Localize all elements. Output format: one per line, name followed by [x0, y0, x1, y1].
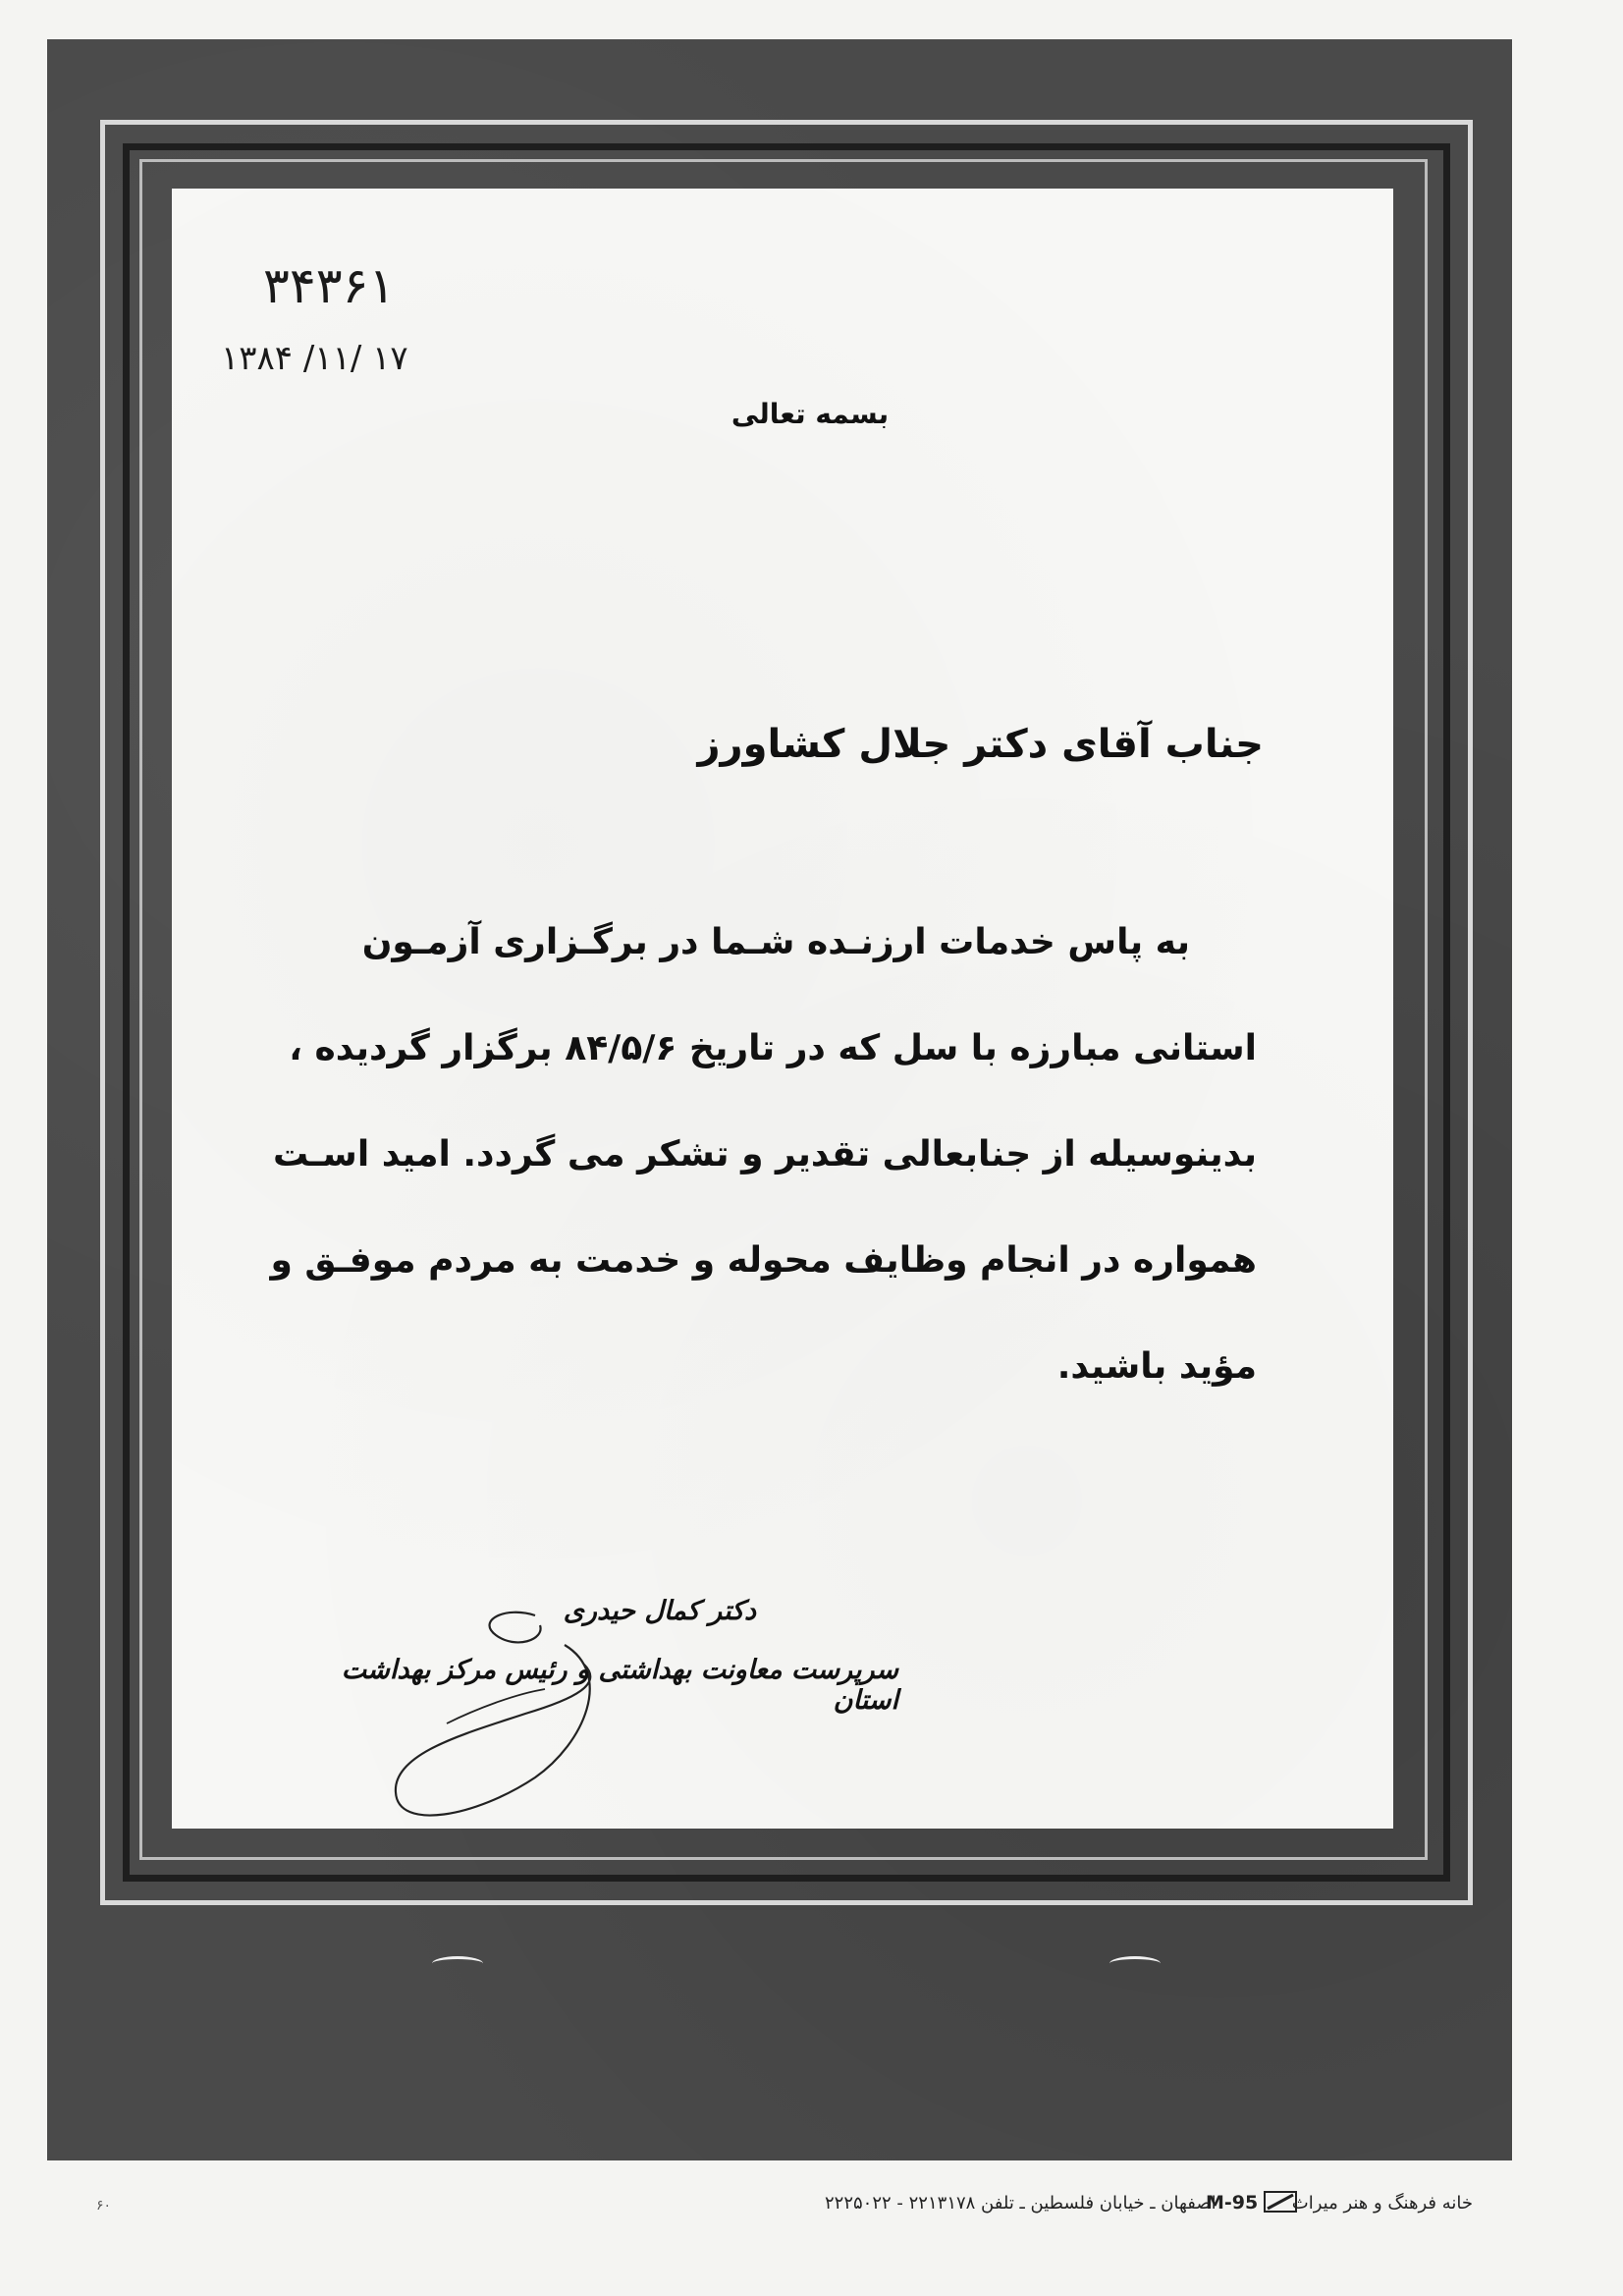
signer-title: سرپرست معاونت بهداشتی و رئیس مرکز بهداشت استان — [341, 1655, 898, 1716]
footer-publisher: خانه فرهنگ و هنر میراث — [1291, 2193, 1473, 2214]
footer-address: اصفهان ـ خیابان فلسطین ـ تلفن ۲۲۱۳۱۷۸ - ۲۲۲۵۰۲۲ — [825, 2193, 1217, 2214]
footer-code: M-95 — [1206, 2192, 1259, 2214]
handwritten-signature — [388, 1596, 633, 1871]
body-line-4: همواره در انجام وظایف محوله و خدمت به مردم موفـق و — [270, 1240, 1257, 1281]
frame-ornament-left — [432, 1956, 483, 1971]
body-line-2: استانی مبارزه با سل که در تاریخ ۸۴/۵/۶ برگزار گردیده ، — [289, 1028, 1257, 1068]
publisher-logo-icon — [1264, 2191, 1297, 2213]
letter-body — [270, 913, 1257, 1444]
recipient-line: جناب آقای دکتر جلال کشاورز — [697, 722, 1264, 767]
letter-number: ۳۴۳۶۱ — [263, 257, 396, 314]
body-line-1: به پاس خدمات ارزنـده شـما در برگـزاری آزمـون — [361, 922, 1190, 962]
page-mark: ۶۰ — [96, 2198, 112, 2214]
frame-ornament-right — [1109, 1956, 1161, 1971]
letter-date: ۱۳۸۴ /۱۱/ ۱۷ — [221, 339, 408, 378]
body-line-5: مؤید باشید. — [1056, 1346, 1257, 1387]
basmala-heading: بسمه تعالی — [730, 398, 890, 430]
body-line-3: بدینوسیله از جنابعالی تقدیر و تشکر می گردد. امید اسـت — [273, 1134, 1257, 1175]
signer-name: دکتر کمال حیدری — [563, 1596, 756, 1626]
